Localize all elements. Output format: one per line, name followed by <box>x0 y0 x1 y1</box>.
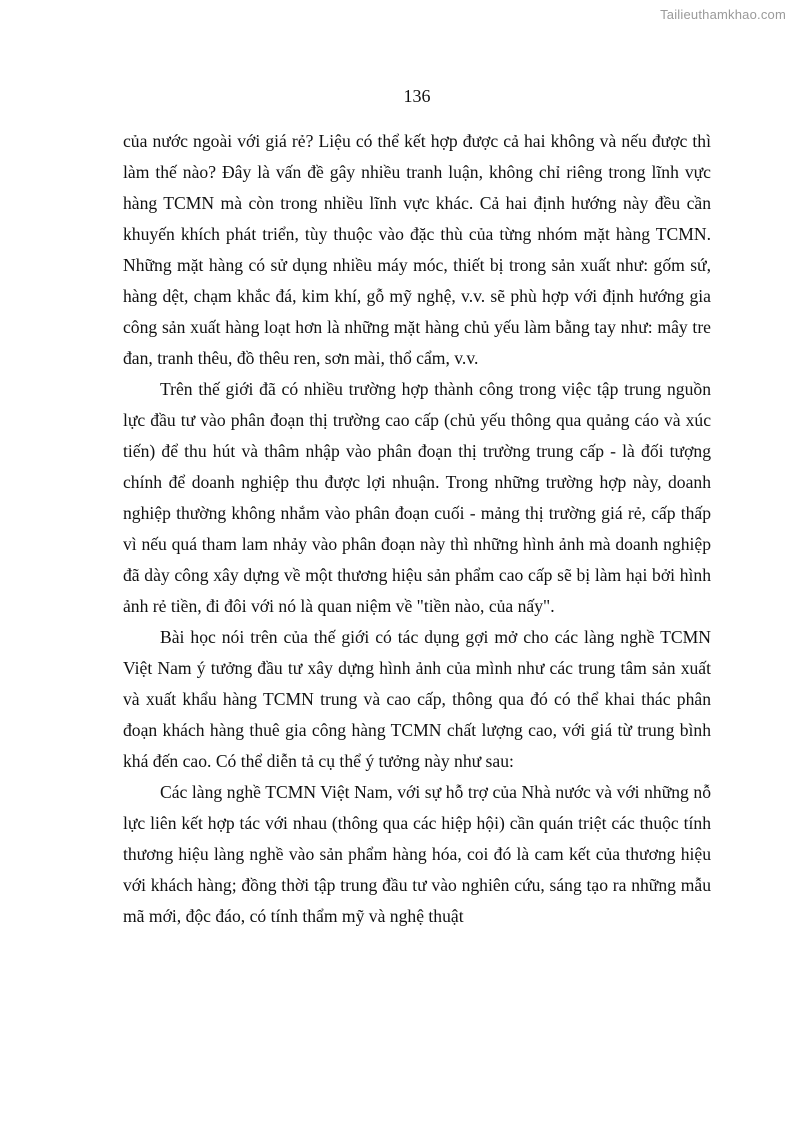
watermark-text: Tailieuthamkhao.com <box>660 7 786 22</box>
paragraph-2: Trên thế giới đã có nhiều trường hợp thành công trong việc tập trung nguồn lực đầu tư vào phân đoạn thị trường cao cấp (chủ yếu thông qua quảng cáo và xúc tiến) để thu hút và thâm nhập vào phân đoạn thị trường trung cấp - là đối tượng chính để doanh nghiệp thu được lợi nhuận. Trong những trường hợp này, doanh nghiệp thường không nhắm vào phân đoạn cuối - mảng thị trường giá rẻ, cấp thấp vì nếu quá tham lam nhảy vào phân đoạn này thì những hình ảnh mà doanh nghiệp đã dày công xây dựng về một thương hiệu sản phẩm cao cấp sẽ bị làm hại bởi hình ảnh rẻ tiền, đi đôi với nó là quan niệm về "tiền nào, của nấy". <box>123 379 711 616</box>
paragraph-3: Bài học nói trên của thế giới có tác dụng gợi mở cho các làng nghề TCMN Việt Nam ý tưởng đầu tư xây dựng hình ảnh của mình như các trung tâm sản xuất và xuất khẩu hàng TCMN trung và cao cấp, thông qua đó có thể khai thác phân đoạn khách hàng thuê gia công hàng TCMN chất lượng cao, với giá từ trung bình khá đến cao. Có thể diễn tả cụ thể ý tưởng này như sau: <box>123 627 711 771</box>
page-number: 136 <box>403 86 431 106</box>
body-text <box>123 126 711 932</box>
paragraph-1: của nước ngoài với giá rẻ? Liệu có thể kết hợp được cả hai không và nếu được thì làm thế nào? Đây là vấn đề gây nhiều tranh luận, không chỉ riêng trong lĩnh vực hàng TCMN mà còn trong nhiều lĩnh vực khác. Cả hai định hướng này đều cần khuyến khích phát triển, tùy thuộc vào đặc thù của từng nhóm mặt hàng TCMN. Những mặt hàng có sử dụng nhiều máy móc, thiết bị trong sản xuất như: gốm sứ, hàng dệt, chạm khắc đá, kim khí, gỗ mỹ nghệ, v.v. sẽ phù hợp với định hướng gia công sản xuất hàng loạt hơn là những mặt hàng chủ yếu làm bằng tay như: mây tre đan, tranh thêu, đồ thêu ren, sơn mài, thổ cẩm, v.v. <box>123 131 711 368</box>
paragraph-4: Các làng nghề TCMN Việt Nam, với sự hỗ trợ của Nhà nước và với những nỗ lực liên kết hợp tác với nhau (thông qua các hiệp hội) cần quán triệt các thuộc tính thương hiệu làng nghề vào sản phẩm hàng hóa, coi đó là cam kết của thương hiệu với khách hàng; đồng thời tập trung đầu tư vào nghiên cứu, sáng tạo ra những mẫu mã mới, độc đáo, có tính thẩm mỹ và nghệ thuật <box>123 782 711 926</box>
